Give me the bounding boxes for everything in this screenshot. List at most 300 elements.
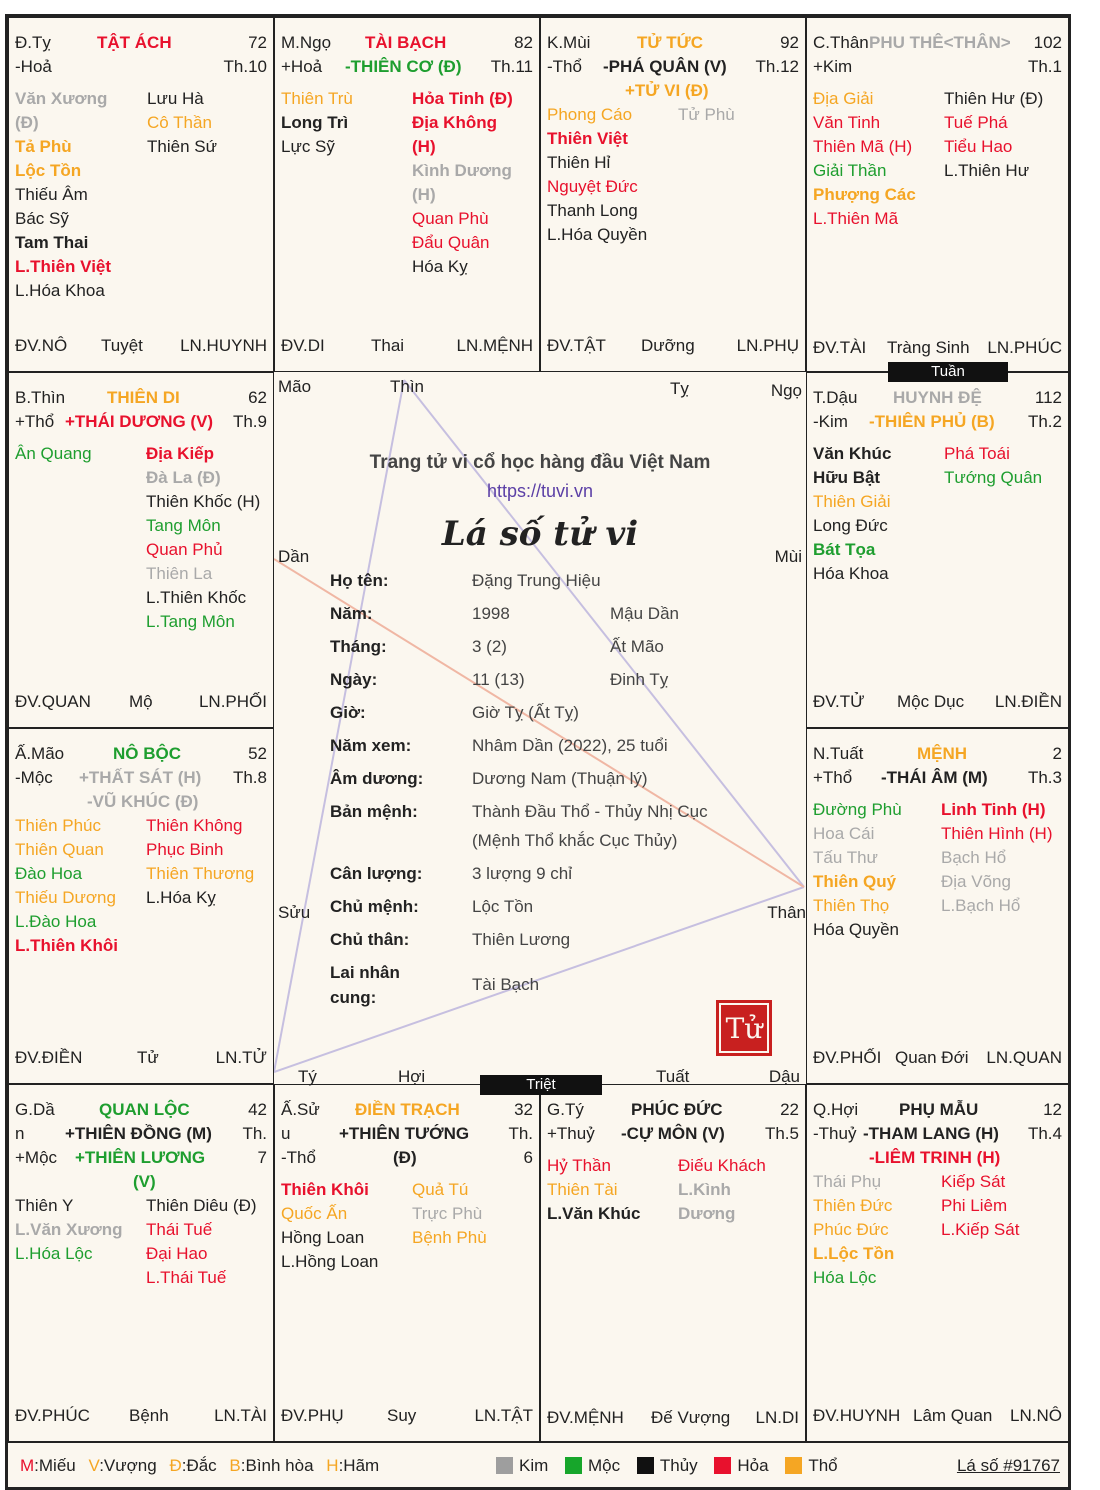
star: Văn Tinh (813, 113, 881, 132)
th-number-cont: 7 (257, 1148, 267, 1167)
stage-label: Thai (371, 336, 405, 355)
branch: C.Thân (813, 33, 869, 52)
star: Phượng Các (813, 185, 916, 204)
legend-text: Hỏa (737, 1456, 769, 1475)
star: Thiên Y (15, 1196, 74, 1215)
palace-hoi (806, 1084, 1069, 1442)
star: L.Đào Hoa (15, 912, 97, 931)
star: Quả Tú (412, 1180, 469, 1199)
star: L.Hóa Quyền (547, 225, 648, 244)
star: L.Tang Môn (146, 612, 235, 631)
star: Thiên Việt (547, 129, 628, 148)
branch: Đ.Tỵ (15, 33, 51, 52)
th-number: Th.10 (223, 57, 267, 76)
th-number: Th.11 (490, 57, 533, 76)
ln-label: LN.TỬ (215, 1048, 267, 1067)
info-value-2: Ất Mão (610, 637, 664, 656)
palace-number: 2 (1052, 744, 1062, 763)
star: Trực Phù (412, 1204, 483, 1223)
info-label: Giờ: (330, 703, 366, 722)
palace-thin (8, 372, 274, 728)
corner-label: Dậu (768, 1067, 800, 1086)
palace-ty (8, 17, 274, 372)
site-tagline: Trang tử vi cổ học hàng đầu Việt Nam (369, 452, 711, 473)
corner-label: Sửu (278, 903, 311, 922)
palace-mui (540, 17, 806, 372)
legend-text: Kim (519, 1456, 549, 1475)
element-legend (496, 1455, 838, 1477)
star: Cô Thần (147, 113, 212, 132)
stage-label: Dưỡng (641, 336, 695, 355)
th-number: Th.9 (232, 412, 267, 431)
star: L.Lộc Tồn (813, 1244, 895, 1263)
star: Phúc Đức (813, 1220, 889, 1239)
star: (Đ) (15, 113, 39, 132)
tuan-tag: Tuần (888, 362, 1008, 382)
th-number: Th.2 (1027, 412, 1062, 431)
ln-label: LN.PHỤ (736, 336, 799, 355)
stage-label: Tuyệt (101, 336, 143, 355)
star: Tiểu Hao (944, 137, 1013, 156)
info-label: Năm: (330, 604, 373, 623)
corner-label: Mùi (774, 547, 802, 566)
star: Thiên Quan (15, 840, 104, 859)
dv-label: ĐV.TẬT (547, 336, 606, 355)
dv-label: ĐV.TỬ (813, 692, 865, 711)
info-value: Dương Nam (Thuận lý) (472, 769, 648, 788)
dv-label: ĐV.TÀI (813, 338, 867, 357)
th-number: Th.1 (1027, 57, 1062, 76)
info-label: Cân lượng: (330, 864, 423, 883)
main-star: -THIÊN PHỦ (B) (869, 412, 995, 431)
palace-dan (8, 1084, 274, 1442)
info-label: Chủ thân: (330, 930, 410, 949)
palace-number: 22 (780, 1100, 799, 1119)
star: L.Thiên Hư (944, 161, 1030, 180)
legend-key: M (20, 1456, 35, 1475)
star: Kiếp Sát (941, 1172, 1006, 1191)
star: Thiên Giải (813, 492, 891, 511)
legend-text: :Miếu (34, 1456, 76, 1475)
star: Linh Tinh (H) (941, 800, 1046, 819)
info-label: Họ tên: (330, 571, 389, 590)
main-star-2: -LIÊM TRINH (H) (869, 1148, 1001, 1167)
star: Thiên Khôi (281, 1180, 369, 1199)
kim-swatch (496, 1457, 513, 1474)
dv-label: ĐV.ĐIỀN (15, 1048, 83, 1067)
legend-text: :Vượng (99, 1456, 157, 1475)
info-value: (Mệnh Thổ khắc Cục Thủy) (472, 831, 678, 850)
branch: N.Tuất (813, 744, 864, 763)
star: Tướng Quân (944, 468, 1043, 487)
star: Thiên Trù (281, 89, 353, 108)
palace-number: 92 (780, 33, 799, 52)
page-title: Lá số tử vi (441, 514, 639, 554)
palace-ngo (274, 17, 540, 372)
corner-label: Hợi (398, 1067, 426, 1086)
ln-label: LN.PHỐI (198, 692, 267, 711)
thuy-swatch (637, 1457, 654, 1474)
seal-glyph: Tử (719, 1003, 769, 1053)
star: Thiên Sứ (147, 137, 217, 156)
star: L.Bạch Hổ (941, 896, 1021, 915)
main-star: +THIÊN TƯỚNG (339, 1124, 470, 1143)
stage-label: Suy (387, 1406, 417, 1425)
star: Thiên Đức (813, 1196, 893, 1215)
info-value: 11 (13) (472, 670, 525, 689)
info-value: 3 (2) (472, 637, 507, 656)
info-value: Đặng Trung Hiệu (472, 571, 601, 590)
star: Địa Võng (941, 872, 1011, 891)
info-value-2: Mậu Dần (610, 604, 679, 623)
moc-swatch (565, 1457, 582, 1474)
th-number: Th. (508, 1124, 533, 1143)
star: Long Trì (281, 113, 349, 132)
star: Thiếu Dương (15, 888, 116, 907)
star: Lộc Tồn (15, 161, 82, 180)
branch: B.Thìn (15, 388, 66, 407)
star: L.Thiên Mã (813, 209, 899, 228)
palace-number: 102 (1033, 33, 1062, 52)
star: L.Kình (678, 1180, 731, 1199)
star: Địa Kiếp (146, 444, 215, 463)
palace-dau (806, 372, 1069, 728)
main-star-2: +TỬ VI (Đ) (625, 81, 709, 100)
corner-label: Tuất (656, 1067, 690, 1086)
palace-name: TỬ TỨC (637, 33, 703, 52)
th-number: Th. (242, 1124, 267, 1143)
star: Địa Giải (813, 89, 874, 108)
legend-key: B (229, 1456, 241, 1475)
star: Đẩu Quân (412, 233, 490, 252)
legend-text: :Bình hòa (240, 1456, 314, 1475)
star: Hóa Khoa (813, 564, 889, 583)
tho-swatch (785, 1457, 802, 1474)
ln-label: LN.HUYNH (180, 336, 267, 355)
star: L.Văn Xương (15, 1220, 123, 1239)
star: Văn Khúc (813, 444, 892, 463)
star: L.Thiên Khôi (15, 936, 118, 955)
star: Thiên Không (146, 816, 243, 835)
palace-mao (8, 728, 274, 1084)
star: Đường Phù (813, 800, 902, 819)
dv-label: ĐV.PHỤ (281, 1406, 344, 1425)
th-number: Th.12 (755, 57, 799, 76)
star: Văn Xương (15, 89, 108, 108)
stage-label: Tử (137, 1048, 159, 1067)
palace-name: ĐIỀN TRẠCH (355, 1100, 460, 1119)
chart-id: Lá số #91767 (956, 1456, 1060, 1475)
star: L.Hồng Loan (281, 1252, 379, 1271)
info-value: Thành Đầu Thổ - Thủy Nhị Cục (472, 802, 708, 821)
th-number: Th.8 (232, 768, 267, 787)
info-value: 3 lượng 9 chỉ (472, 864, 573, 883)
star: Nguyệt Đức (547, 177, 638, 196)
palace-than (806, 17, 1069, 372)
element: +Hoả (281, 57, 323, 76)
palace-tuat (806, 728, 1069, 1084)
ln-label: LN.PHÚC (987, 338, 1062, 357)
star: Ân Quang (15, 444, 92, 463)
star: Tam Thai (15, 233, 89, 252)
stage-label: Mộc Dục (897, 692, 965, 711)
star: Hóa Kỵ (412, 257, 468, 276)
main-star: +THIÊN ĐỒNG (M) (65, 1124, 212, 1143)
legend-key: Đ (169, 1456, 182, 1475)
info-label: Tháng: (330, 637, 387, 656)
palace-name: QUAN LỘC (99, 1100, 190, 1119)
corner-label: Ngọ (770, 381, 802, 400)
dv-label: ĐV.NÔ (15, 336, 68, 355)
palace-number: 42 (248, 1100, 267, 1119)
star: Hồng Loan (281, 1228, 365, 1247)
star: Tử Phù (678, 105, 735, 124)
element: -Kim (813, 412, 848, 431)
stage-label: Quan Đới (895, 1048, 969, 1067)
star: Hóa Quyền (813, 920, 899, 939)
th-number: Th.4 (1027, 1124, 1062, 1143)
info-value: Giờ Tỵ (Ất Tỵ) (472, 703, 579, 722)
star: Thiếu Âm (15, 185, 88, 204)
triet-tag: Triệt (480, 1075, 602, 1095)
element: -Hoả (15, 57, 52, 76)
star: Đà La (Đ) (146, 468, 221, 487)
star: L.Thiên Khốc (146, 588, 247, 607)
palace-number: 32 (514, 1100, 533, 1119)
site-url[interactable]: https://tuvi.vn (486, 481, 594, 501)
star: Thái Phụ (813, 1172, 882, 1191)
info-label: Bản mệnh: (330, 802, 418, 821)
corner-label: Tý (298, 1067, 317, 1086)
star: Bát Tọa (813, 540, 876, 559)
element: +Thổ (813, 768, 853, 787)
star: Quan Phủ (146, 540, 223, 559)
palace-name: MỆNH (917, 744, 968, 763)
corner-label: Dần (278, 547, 310, 566)
main-star: -CỰ MÔN (V) (621, 1124, 725, 1143)
th-number: Th.3 (1027, 768, 1062, 787)
element: -Mộc (15, 768, 53, 787)
palace-name: HUYNH ĐỆ (893, 388, 982, 407)
star: L.Hóa Kỵ (146, 888, 216, 907)
stage-label: Bệnh (129, 1406, 169, 1425)
star: Bạch Hổ (941, 848, 1007, 867)
main-star-2: +THIÊN LƯƠNG (75, 1148, 206, 1167)
info-value: Lộc Tồn (472, 897, 534, 916)
info-label: cung: (330, 988, 377, 1007)
palace-name: NÔ BỘC (113, 744, 181, 763)
star: Tả Phù (15, 137, 72, 156)
star: Thanh Long (547, 201, 638, 220)
star: Lực Sỹ (281, 137, 335, 156)
branch: G.Tý (547, 1100, 584, 1119)
corner-label: Mão (278, 377, 312, 396)
star: Quan Phù (412, 209, 489, 228)
star: L.Thiên Việt (15, 257, 112, 276)
star: Tuế Phá (944, 113, 1008, 132)
legend-bar (8, 1442, 1068, 1489)
info-value: Nhâm Dần (2022), 25 tuổi (472, 736, 668, 755)
info-value: Thiên Lương (472, 930, 571, 949)
star: Thiên Khốc (H) (146, 492, 261, 511)
info-label: Âm dương: (330, 769, 424, 788)
star: Thiên Mã (H) (813, 137, 913, 156)
star: Hóa Lộc (813, 1268, 877, 1287)
star: Long Đức (813, 516, 888, 535)
element: -Thổ (281, 1148, 316, 1167)
hoa-swatch (714, 1457, 731, 1474)
legend-text: Thổ (808, 1456, 838, 1475)
star: L.Hóa Khoa (15, 281, 105, 300)
star: Thiên La (146, 564, 213, 583)
palace-number: 12 (1043, 1100, 1062, 1119)
star: Phá Toái (944, 444, 1010, 463)
star: Bác Sỹ (15, 209, 69, 228)
palace-suu (274, 1084, 540, 1442)
info-value-2: Đinh Tỵ (610, 670, 669, 689)
star: Dương (678, 1204, 736, 1223)
main-star-cont: (Đ) (393, 1148, 417, 1167)
star: L.Văn Khúc (547, 1204, 641, 1223)
palace-name: THIÊN DI (107, 388, 180, 407)
star: Quốc Ấn (281, 1204, 348, 1223)
main-star: -THIÊN CƠ (Đ) (345, 57, 462, 76)
star: Phong Cáo (547, 105, 633, 124)
star: Hoa Cái (813, 824, 875, 843)
star: Thiên Diêu (Đ) (146, 1196, 257, 1215)
branch: T.Dậu (813, 388, 858, 407)
element: -Thuỷ (813, 1124, 857, 1143)
legend-text: :Đắc (181, 1456, 217, 1475)
main-star: +THẤT SÁT (H) (79, 768, 202, 787)
main-star: -THAM LANG (H) (863, 1124, 999, 1143)
main-star: -PHÁ QUÂN (V) (603, 57, 727, 76)
dv-label: ĐV.MỆNH (547, 1408, 624, 1427)
branch: G.Dầ (15, 1100, 55, 1119)
info-label: Chủ mệnh: (330, 897, 419, 916)
branch: Ấ.Sử (281, 1100, 320, 1119)
star: Phi Liêm (941, 1196, 1008, 1215)
main-star-2-cont: (V) (133, 1172, 156, 1191)
ln-label: LN.QUAN (986, 1048, 1062, 1067)
info-value: Tài Bạch (472, 975, 540, 994)
legend-text: Mộc (588, 1456, 621, 1475)
ln-label: LN.DI (755, 1408, 799, 1427)
palace-name: TÀI BẠCH (365, 33, 447, 52)
info-label: Lai nhân (330, 963, 400, 982)
palace-name: PHỤ MẪU (899, 1100, 979, 1119)
stage-label: Mộ (129, 692, 153, 711)
element: -Thổ (547, 57, 582, 76)
info-label: Năm xem: (330, 736, 412, 755)
info-label: Ngày: (330, 670, 378, 689)
th-number-cont: 6 (523, 1148, 533, 1167)
star: Thiên Quý (813, 872, 897, 891)
main-star: -THÁI ÂM (M) (881, 768, 988, 787)
star: Giải Thần (813, 161, 887, 180)
ln-label: LN.NÔ (1010, 1406, 1062, 1425)
star: Tấu Thư (813, 848, 878, 867)
main-star-2: -VŨ KHÚC (Đ) (87, 792, 199, 811)
stage-label: Đế Vượng (651, 1408, 731, 1427)
corner-label: Thân (767, 903, 806, 922)
center-panel (274, 372, 806, 1084)
th-number: Th.5 (764, 1124, 799, 1143)
legend-text: :Hãm (338, 1456, 380, 1475)
star: Thái Tuế (146, 1220, 213, 1239)
star: (H) (412, 137, 436, 156)
palace-name: PHÚC ĐỨC (631, 1100, 723, 1119)
palace-name: PHU THÊ<THÂN> (869, 33, 1011, 52)
corner-label: Thìn (390, 377, 425, 396)
star: Đào Hoa (15, 864, 83, 883)
star: Điếu Khách (678, 1156, 766, 1175)
palace-number: 62 (248, 388, 267, 407)
branch: M.Ngọ (281, 33, 332, 52)
star: Thiên Hư (Đ) (944, 89, 1044, 108)
stage-label: Lâm Quan (913, 1406, 993, 1425)
branch-cont: n (15, 1124, 25, 1143)
star: L.Kiếp Sát (941, 1220, 1020, 1239)
star: Hữu Bật (813, 468, 881, 487)
seal-stamp (716, 1000, 772, 1056)
star: Thiên Phúc (15, 816, 101, 835)
dv-label: ĐV.PHÚC (15, 1406, 90, 1425)
legend-key: H (326, 1456, 339, 1475)
info-value: 1998 (472, 604, 510, 623)
ln-label: LN.ĐIỀN (994, 692, 1062, 711)
star: Bệnh Phù (412, 1228, 487, 1247)
dv-label: ĐV.HUYNH (813, 1406, 901, 1425)
star: L.Hóa Lộc (15, 1244, 93, 1263)
element: +Thổ (15, 412, 55, 431)
star: Thiên Hình (H) (941, 824, 1053, 843)
element: +Kim (813, 57, 853, 76)
palace-ty-rat (540, 1084, 806, 1442)
star: Hỷ Thần (547, 1156, 611, 1175)
star: Tang Môn (146, 516, 221, 535)
ln-label: LN.MỆNH (456, 336, 533, 355)
branch: Q.Hợi (813, 1100, 859, 1119)
star: Địa Không (412, 113, 497, 132)
branch: Ấ.Mão (15, 744, 65, 763)
star: Thiên Thọ (813, 896, 890, 915)
corner-label: Tỵ (670, 379, 689, 398)
palace-number: 112 (1034, 388, 1062, 407)
star: L.Thái Tuế (146, 1268, 227, 1287)
horoscope-chart (5, 14, 1071, 1490)
star: Thiên Hỉ (547, 153, 611, 172)
ln-label: LN.TÀI (214, 1406, 267, 1425)
stage-label: Tràng Sinh (887, 338, 970, 357)
dv-label: ĐV.PHỐI (813, 1048, 882, 1067)
brightness-legend (20, 1455, 379, 1477)
element: +Mộc (15, 1148, 58, 1167)
dv-label: ĐV.DI (281, 336, 325, 355)
star: Đại Hao (146, 1244, 208, 1263)
star: Kình Dương (412, 161, 512, 180)
element: +Thuỷ (547, 1124, 595, 1143)
legend-key: V (88, 1456, 100, 1475)
dv-label: ĐV.QUAN (15, 692, 91, 711)
branch: K.Mùi (547, 33, 591, 52)
branch-cont: u (281, 1124, 291, 1143)
legend-text: Thủy (659, 1456, 698, 1475)
star: Lưu Hà (147, 89, 204, 108)
star: Thiên Tài (547, 1180, 618, 1199)
star: Phục Binh (146, 840, 224, 859)
main-star: +THÁI DƯƠNG (V) (65, 412, 214, 431)
